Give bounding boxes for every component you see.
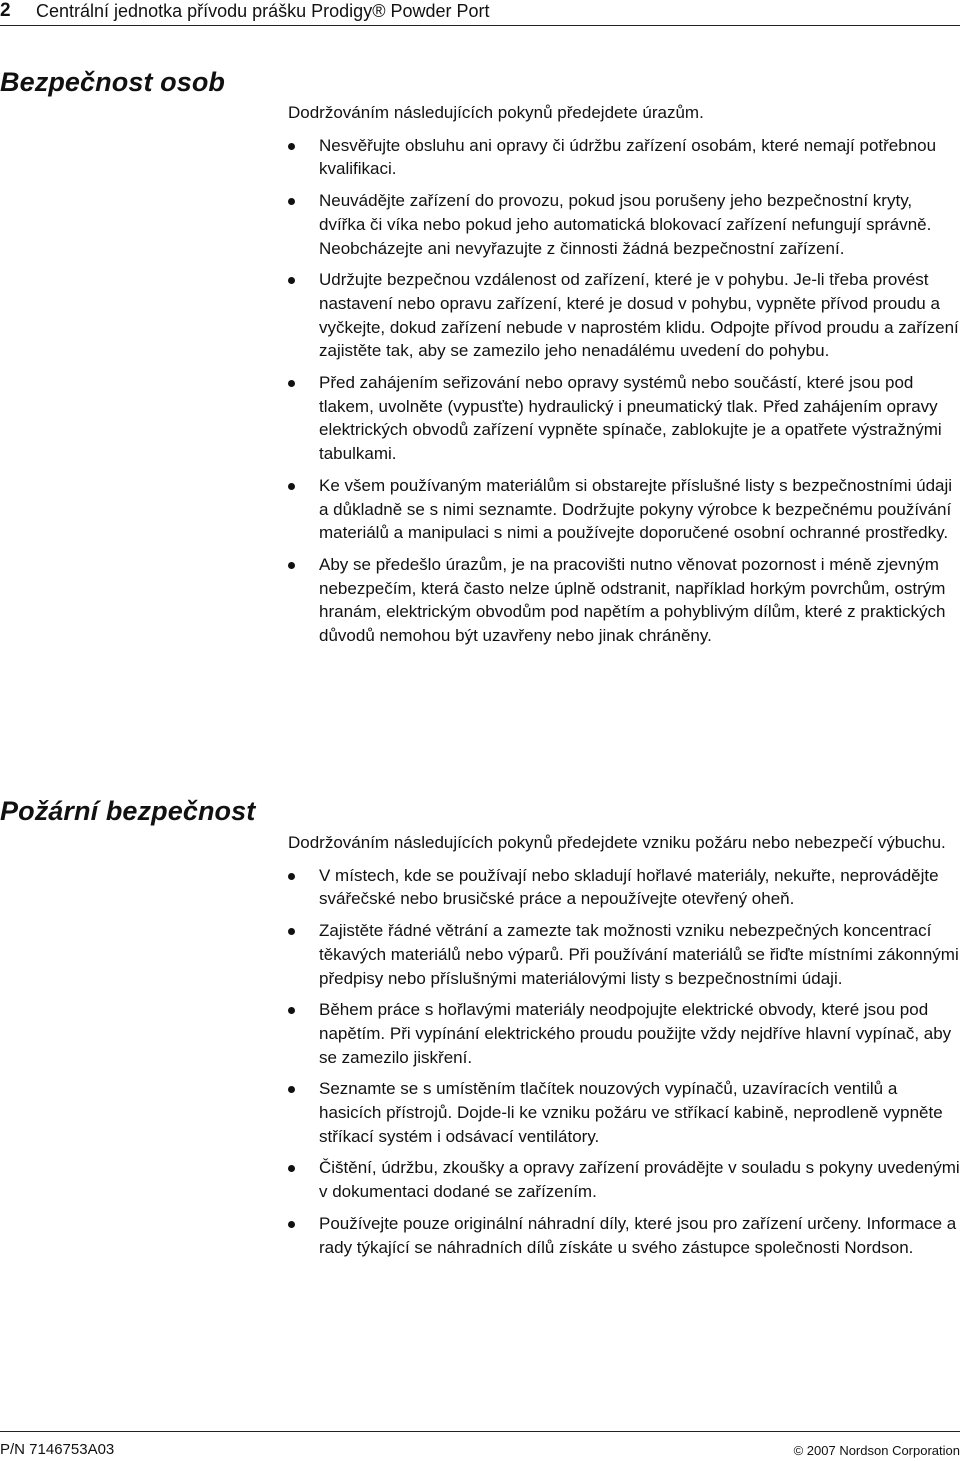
bullet-icon — [288, 198, 295, 205]
bullet-icon — [288, 873, 295, 880]
section-heading-fire-safety: Požární bezpečnost — [0, 796, 256, 826]
list-item-text: Používejte pouze originální náhradní díly, které jsou pro zařízení určeny. Informace a rady týkající se náhradních dílů získáte u svého zástupce společnosti Nordson. — [319, 1213, 957, 1257]
bullet-icon — [288, 143, 295, 150]
list-item-text: Zajistěte řádné větrání a zamezte tak možnosti vzniku nebezpečných koncentrací těkavých materiálů nebo výparů. Při používání materiálů se řiďte místními zákonnými předpisy nebo příslušnými materiálovými listy s bezpečnostními údaji. — [319, 921, 959, 988]
bullet-icon — [288, 1007, 295, 1014]
list-item — [288, 189, 960, 260]
bullet-icon — [288, 562, 295, 569]
list-item — [288, 474, 960, 545]
section-intro: Dodržováním následujících pokynů předejdete úrazům. — [288, 103, 704, 122]
list-item-text: Seznamte se s umístěním tlačítek nouzových vypínačů, uzavíracích ventilů a hasicích přístrojů. Dojde-li ke vzniku požáru ve stříkací kabině, neprodleně vypněte stříkací systém i odsávací ventilátory. — [319, 1079, 943, 1146]
header-divider — [0, 25, 960, 26]
document-title: Centrální jednotka přívodu prášku Prodigy® Powder Port — [36, 1, 490, 21]
section-intro: Dodržováním následujících pokynů předejdete vzniku požáru nebo nebezpečí výbuchu. — [288, 833, 946, 852]
list-item — [288, 553, 960, 648]
bullet-icon — [288, 1086, 295, 1093]
list-item-text: Během práce s hořlavými materiály neodpojujte elektrické obvody, které jsou pod napětím. Při vypínání elektrického proudu použijte vždy nejdříve hlavní vypínač, aby se zamezilo jiskření. — [319, 1000, 952, 1067]
list-item-text: Aby se předešlo úrazům, je na pracovišti nutno věnovat pozornost i méně zjevným nebezpečím, která často nelze úplně odstranit, například horkým povrchům, ostrým hranám, elektrickým obvodům pod napětím a pohyblivým dílům, které z praktických důvodů nemohou být uzavřeny nebo jinak chráněny. — [319, 554, 946, 646]
section-body-personal-safety — [288, 101, 960, 656]
bullet-icon — [288, 1221, 295, 1228]
part-number: P/N 7146753A03 — [0, 1441, 115, 1458]
section-heading-personal-safety: Bezpečnost osob — [0, 67, 226, 97]
list-item-text: Před zahájením seřizování nebo opravy systémů nebo součástí, které jsou pod tlakem, uvolněte (vypusťte) hydraulický i pneumatický tlak. Před zahájením opravy elektrických obvodů zařízení vypněte spínače, zablokujte je a opatřete výstražnými tabulkami. — [319, 373, 942, 464]
list-item — [288, 1156, 960, 1203]
section-body-fire-safety — [288, 831, 960, 1267]
copyright-notice: © 2007 Nordson Corporation — [793, 1443, 960, 1458]
page-header — [0, 0, 960, 26]
list-item-text: Čištění, údržbu, zkoušky a opravy zařízení provádějte v souladu s pokyny uvedenými v dokumentaci dodané se zařízením. — [319, 1158, 960, 1202]
list-item-text: V místech, kde se používají nebo skladují hořlavé materiály, nekuřte, neprovádějte svářečské nebo brusičské práce a nepoužívejte otevřený oheň. — [319, 865, 939, 909]
bullet-icon — [288, 380, 295, 387]
bullet-icon — [288, 483, 295, 490]
list-item — [288, 268, 960, 363]
list-item — [288, 998, 960, 1069]
list-item — [288, 134, 960, 181]
list-item-text: Neuvádějte zařízení do provozu, pokud jsou porušeny jeho bezpečnostní kryty, dvířka či víka nebo pokud jeho automatická blokovací zařízení nefungují správně. Neobcházejte ani nevyřazujte z činnosti žádná bezpečnostní zařízení. — [319, 191, 932, 258]
footer-divider — [0, 1431, 960, 1432]
bullet-icon — [288, 928, 295, 935]
bullet-icon — [288, 1165, 295, 1172]
list-item — [288, 1077, 960, 1148]
list-item-text: Nesvěřujte obsluhu ani opravy či údržbu zařízení osobám, které nemají potřebnou kvalifikaci. — [319, 135, 937, 179]
list-item — [288, 864, 960, 911]
bullet-icon — [288, 277, 295, 284]
bullet-list — [288, 134, 960, 648]
list-item-text: Ke všem používaným materiálům si obstarejte příslušné listy s bezpečnostními údaji a důkladně se s nimi seznamte. Dodržujte pokyny výrobce k bezpečnému používání materiálů a manipulaci s nimi a používejte doporučené osobní ochranné prostředky. — [319, 475, 953, 543]
list-item — [288, 919, 960, 990]
list-item — [288, 371, 960, 466]
bullet-list — [288, 864, 960, 1260]
page-number: 2 — [0, 0, 11, 21]
list-item — [288, 1212, 960, 1259]
list-item-text: Udržujte bezpečnou vzdálenost od zařízení, které je v pohybu. Je-li třeba provést nastavení nebo opravu zařízení, které je dosud v pohybu, vypněte přívod proudu a vyčkejte, dokud zařízení nebude v naprostém klidu. Odpojte přívod proudu a zařízení zajistěte tak, aby se zamezilo jeho nenadálému uvedení do pohybu. — [319, 270, 959, 361]
